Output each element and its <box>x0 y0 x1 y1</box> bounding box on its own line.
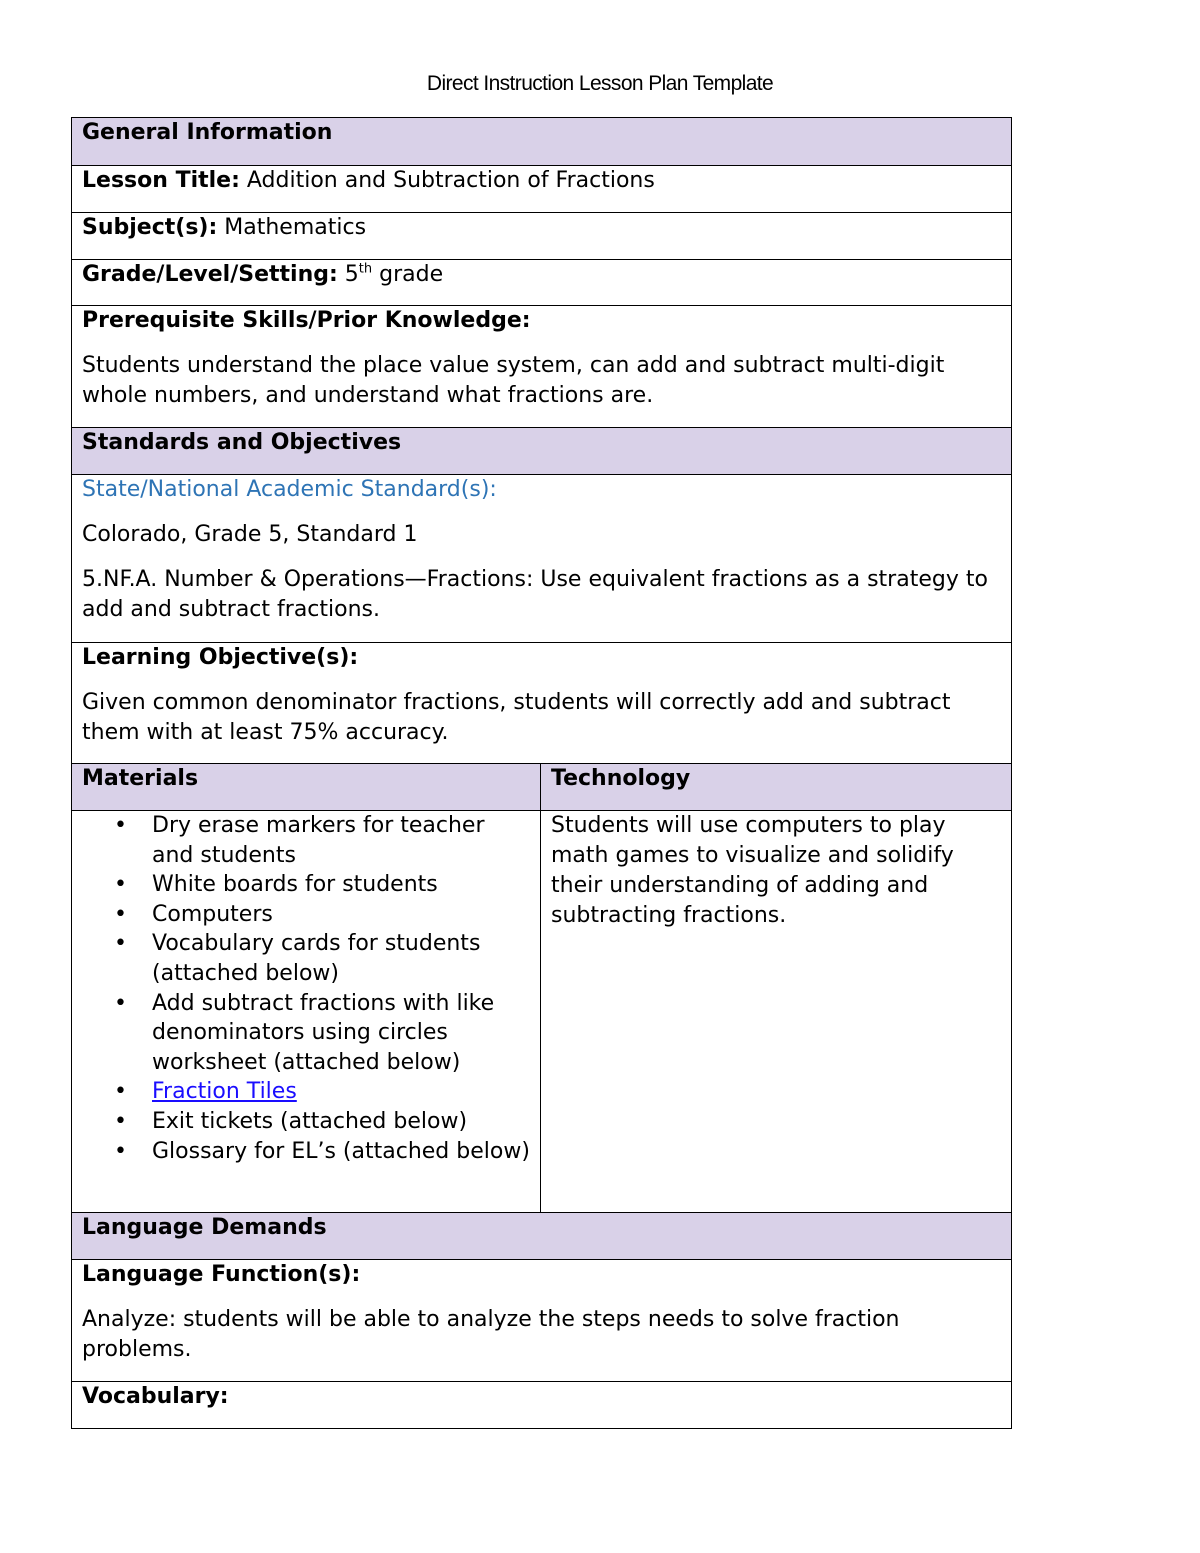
lesson-title-cell <box>72 166 1012 213</box>
prerequisite-text: Students understand the place value system, can add and subtract multi-digit whole numbers, and understand what fractions are. <box>82 353 945 408</box>
materials-technology-row <box>72 811 1012 1213</box>
learning-objectives-label: Learning Objective(s): <box>82 645 359 670</box>
language-demands-header-row <box>72 1213 1012 1260</box>
list-item: • Vocabulary cards for students (attached below) <box>152 929 530 988</box>
language-functions-row <box>72 1260 1012 1382</box>
general-information-header-row <box>72 118 1012 166</box>
standards-header-row <box>72 428 1012 475</box>
prerequisite-label: Prerequisite Skills/Prior Knowledge: <box>82 308 531 333</box>
technology-text: Students will use computers to play math games to visualize and solidify their understanding of adding and subtracting fractions. <box>551 813 954 928</box>
technology-cell <box>541 811 1012 1213</box>
grade-rest: grade <box>372 262 444 287</box>
lesson-title-row <box>72 166 1012 213</box>
subjects-row <box>72 213 1012 260</box>
fraction-tiles-link[interactable]: Fraction Tiles <box>152 1079 297 1105</box>
subjects-label: Subject(s): <box>82 215 218 240</box>
list-item: • White boards for students <box>152 870 530 900</box>
state-standard: Colorado, Grade 5, Standard 1 <box>82 522 418 547</box>
technology-heading: Technology <box>541 764 1012 811</box>
vocabulary-cell <box>72 1382 1012 1429</box>
list-item: • Glossary for EL’s (attached below) <box>152 1137 530 1167</box>
grade-row <box>72 260 1012 306</box>
vocabulary-label: Vocabulary: <box>82 1384 229 1409</box>
learning-objectives-row <box>72 643 1012 764</box>
prerequisite-row <box>72 306 1012 428</box>
grade-cell <box>72 260 1012 306</box>
list-item-fraction-tiles <box>152 1077 530 1107</box>
lesson-plan-table <box>71 117 1012 1429</box>
prerequisite-cell <box>72 306 1012 428</box>
list-item: • Add subtract fractions with like denominators using circles worksheet (attached below) <box>152 989 530 1078</box>
standards-heading: Standards and Objectives <box>72 428 1012 475</box>
general-information-heading: General Information <box>72 118 1012 166</box>
language-functions-label: Language Function(s): <box>82 1262 361 1287</box>
standards-label: State/National Academic Standard(s): <box>82 477 497 502</box>
materials-heading: Materials <box>72 764 541 811</box>
grade-number: 5 <box>337 262 359 287</box>
grade-ordinal-suffix: th <box>358 261 373 277</box>
materials-cell <box>72 811 541 1213</box>
materials-technology-header-row <box>72 764 1012 811</box>
language-demands-heading: Language Demands <box>72 1213 1012 1260</box>
standards-row <box>72 475 1012 643</box>
language-functions-text: Analyze: students will be able to analyze the steps needs to solve fraction problems. <box>82 1307 900 1362</box>
learning-objectives-cell <box>72 643 1012 764</box>
subjects-cell <box>72 213 1012 260</box>
standard-detail: 5.NF.A. Number & Operations—Fractions: Use equivalent fractions as a strategy to add and subtract fractions. <box>82 567 988 622</box>
list-item: • Computers <box>152 900 530 930</box>
standards-cell <box>72 475 1012 643</box>
list-item: • Dry erase markers for teacher and students <box>152 811 530 870</box>
learning-objectives-text: Given common denominator fractions, students will correctly add and subtract them with at least 75% accuracy. <box>82 690 951 745</box>
lesson-title-value: Addition and Subtraction of Fractions <box>239 168 655 193</box>
vocabulary-row <box>72 1382 1012 1429</box>
grade-label: Grade/Level/Setting: <box>82 262 338 287</box>
subjects-value: Mathematics <box>217 215 367 240</box>
document-title: Direct Instruction Lesson Plan Template <box>426 72 774 95</box>
lesson-title-label: Lesson Title: <box>82 168 240 193</box>
materials-list <box>82 811 530 1166</box>
language-functions-cell <box>72 1260 1012 1382</box>
list-item: • Exit tickets (attached below) <box>152 1107 530 1137</box>
